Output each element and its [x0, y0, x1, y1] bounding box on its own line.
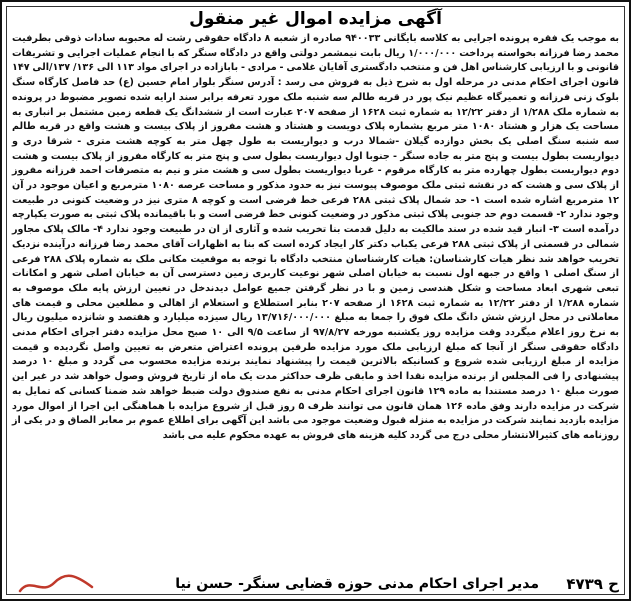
notice-code: ح ۴۷۳۹	[566, 575, 619, 593]
notice-signature: مدیر اجرای احکام مدنی حوزه قضایی سنگر- حسن نیا	[175, 576, 539, 592]
notice-title: آگهی مزایده اموال غیر منقول	[189, 9, 442, 29]
notice-footer	[12, 573, 619, 593]
red-stamp-mark	[16, 571, 96, 597]
notice-body: به موجب یک فقره پرونده اجرایی به کلاسه بایگانی ۹۴۰۰۳۳ صادره از شعبه ۸ دادگاه حقوقی رشت له محبوبه سادات ذوقی بطرفیت محمد رضا فرزانه بخواسته پرداخت ۱/۰۰۰/۰۰۰ ریال بابت نیمشمر دولتی واقع در دادگاه سنگر که با انجام عملیات اجرایی و تشریفات قانونی و با ارزیابی کارشناس اهل فن و منتخب دادگستری آقایان غلامی - مرادی - بابازاده در اجرای مواد ۱۱۳ الی ۱۳۶/ ۱۳۷/الی ۱۴۷ قانون اجرای احکام مدنی در مرحله اول به شرح ذیل به فروش می رسد : آدرس سنگر بلوار امام حسین (ع) حد فاصل کارگاه سنگ بلوک زنی فرزانه و تعمیرگاه عظیم نیک پور در قریه طالم سه شنبه ملک مورد تعرفه برابر سند ارایه شده تصویر مضبوط در پرونده به شماره ملک ۱/۲۸۸ از دفتر ۱۲/۲۲ به شماره ثبت ۱۶۲۸ از صفحه ۲۰۷ عبارت است از ششدانگ یک قطعه زمین مشتمل بر انباری به مساحت یک هزار و هشتاد ۱۰۸۰ متر مربع بشماره پلاک دویست و هشتاد و هشت مفروز از پلاک بیست و هشت واقع در قریه طالم سه شنبه سنگ اصلی یک بخش دوازده گیلان -شمالا درب و دیواریست به طول چهل متر به کوچه هشت متری - شرقا دری و دیواریست بطول بیست و پنج متر به جاده سنگر - جنوبا اول دیواریست بطول سی و پنج متر به کارگاه مفروز از پلاک بیست و هشت دوم دیواریست بطول چهارده متر به کارگاه مرقوم - غربا دیواریست بطول سی و هشت متر و نیم به متصرفات احمد فرزانه مفروز از پلاک سی و هشت که در نقشه ثبتی ملک موصوف پیوست نیز به حدود مذکور و مساحت عرصه ۱۰۸۰ مترمربع و اعیان موجود در آن ۱۲ مترمربع اشاره شده است ۱- حد شمال پلاک ثبتی ۲۸۸ فرعی خط فرضی است و کوچه ۸ متری نیز در وضعیت کنونی در طبیعت وجود ندارد ۲- قسمت دوم حد جنوبی پلاک ثبتی مذکور در وضعیت کنونی خط فرضی است و با باقیمانده پلاک ثبتی به صورت یکپارچه درآمده است ۳- انبار قید شده در سند مالکیت به دلیل قدمت بنا تخریب شده و آثاری از ان در طبیعت وجود ندارد ۴- مالک پلاک مجاور شمالی در قسمتی از پلاک ثبتی ۲۸۸ فرعی یکباب دکتر کار ایجاد کرده است که بنا به اظهارات آقای محمد رضا فرزانه درآینده نزدیک تخریب خواهد شد نظر هیات کارشناسان: هیات کارشناسان منتخب دادگاه با توجه به موقعیت مکانی ملک به شماره پلاک ۲۸۸ فرعی از سنگ اصلی ۱ واقع در جبهه اول نسبت به خیابان اصلی شهر نوعیت کاربری زمین دسترسی آن به خیابان اصلی شهر و امکانات تبعی شهری ابعاد مساحت و شکل هندسی زمین و با در نظر گرفتن جمیع عوامل دیدندخل در تعیین ارزش پایه ملک موصوف به شماره ۱/۲۸۸ از دفتر ۱۲/۲۲ به شماره ثبت ۱۶۲۸ از صفحه ۲۰۷ بنابر استطلاع و استعلام از اهالی و مطلعین محلی و قیمت های معاملاتی در محل ارزش شش دانگ ملک فوق را جمعا به مبلغ ۱۳/۷۱۶/۰۰۰/۰۰۰ ریال سیزده میلیارد و هفتصد و شانزده میلیون ریال به نرخ روز اعلام میگردد وقت مزایده روز یکشنبه مورخه ۹۷/۸/۲۷ از ساعت ۹/۵ الی ۱۰ صبح محل مزایده دفتر اجرای احکام مدنی دادگاه حقوقی سنگر از آنجا که مبلغ ارزیابی ملک مورد مزایده طرفین پرونده اعتراض متعرض به تعیین واصل نگردیده و قیمت مزایده از مبلغ ارزیابی شده شروع و کسانیکه بالاترین قیمت را پیشنهاد نمایند برنده مزایده محسوب می گردد و مبلغ ۱۰ درصد پیشنهادی را فی المجلس از برنده مزایده نقدا اخذ و مابقی ظرف حداکثر مدت یک ماه از تاریخ فروش وصول خواهد شد در غیر این صورت مبلغ ۱۰ درصد مستندا به ماده ۱۲۹ قانون اجرای احکام مدنی به نفع صندوق دولت ضبط خواهد شد ضمنا کسانی که تمایل به شرکت در مزایده دارند وفق ماده ۱۲۶ همان قانون می توانند ظرف ۵ روز قبل از شروع مزایده با هماهنگی این اجرا از اموال مورد مزایده بازدید نمایند شرکت در مزایده به منزله قبول وضعیت موجود می باشد این آگهی برای اطلاع عموم بر معابر الصاق و در یکی از روزنامه های کثیرالانتشار محلی درج می گردد کلیه هزینه های فروش به عهده محکوم علیه می باشد	[12, 33, 620, 441]
